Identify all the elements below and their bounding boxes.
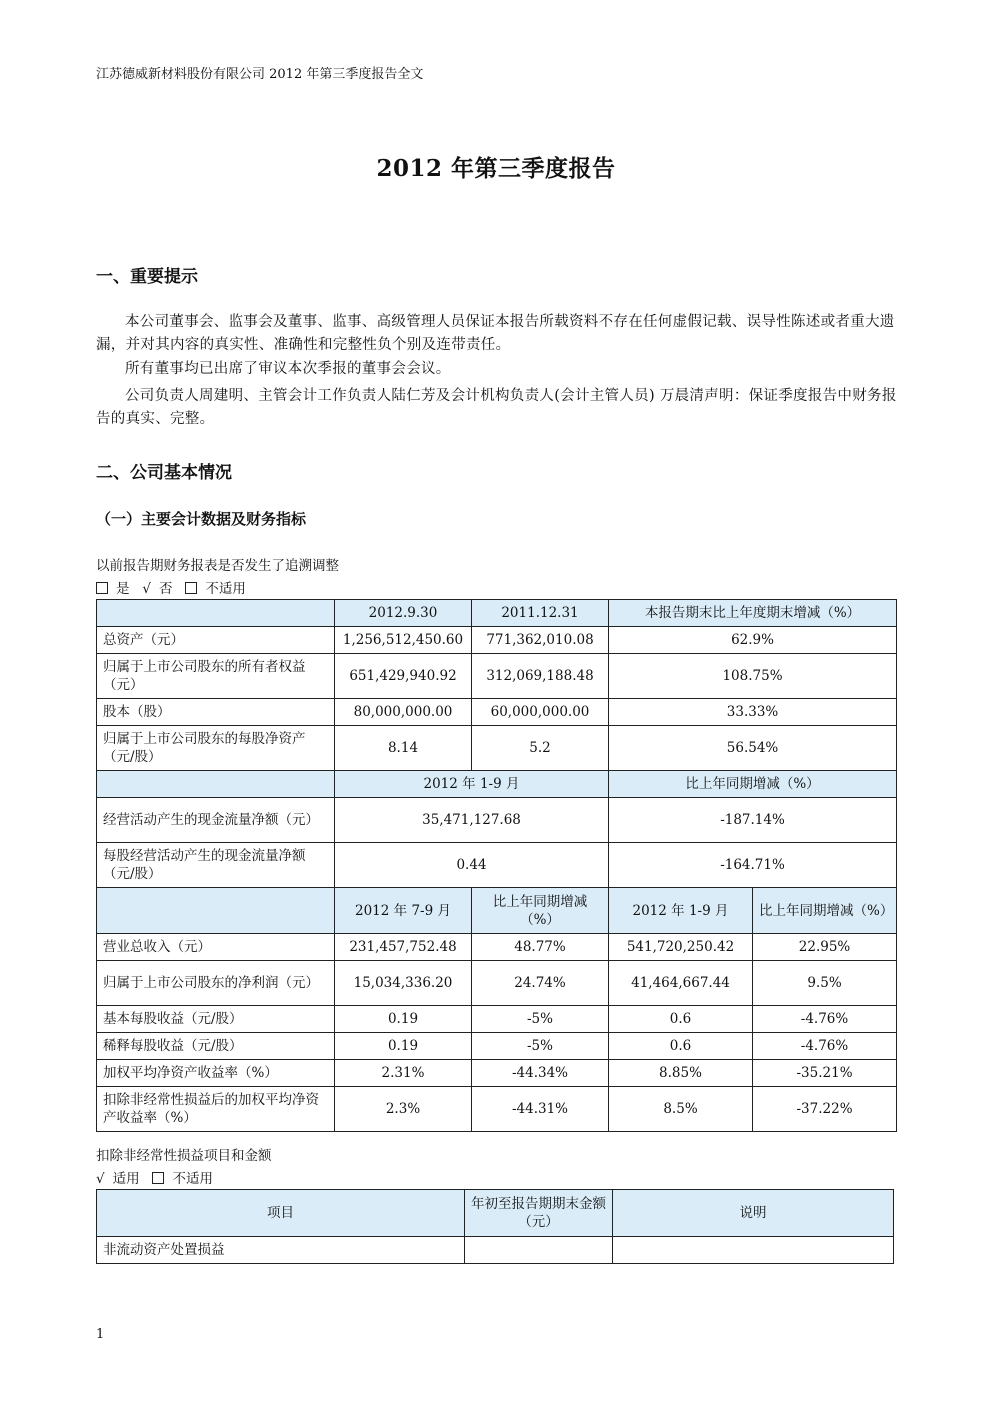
option-yes-label: 是 (116, 581, 130, 597)
table-row (97, 1060, 897, 1087)
table-row (97, 699, 897, 726)
table-cell: 8.5% (609, 1087, 753, 1132)
table-header-cell: 比上年同期增减（%） (472, 888, 609, 934)
table-cell: -164.71% (609, 843, 897, 888)
table-row (97, 1087, 897, 1132)
table-cell: 48.77% (472, 934, 609, 961)
table-row (97, 961, 897, 1006)
table-header-row (97, 771, 897, 798)
table-cell: 108.75% (609, 654, 897, 699)
table-cell: 56.54% (609, 726, 897, 771)
table-header-cell: 项目 (97, 1190, 465, 1237)
document-title: 2012 年第三季度报告 (376, 155, 616, 182)
table-cell: 22.95% (753, 934, 897, 961)
table-row (97, 726, 897, 771)
table-cell: 0.19 (335, 1033, 472, 1060)
checkmark-icon: √ (96, 1171, 105, 1187)
table-cell: 15,034,336.20 (335, 961, 472, 1006)
row-label: 总资产（元） (97, 627, 335, 654)
table-cell: 8.85% (609, 1060, 753, 1087)
checkmark-icon: √ (142, 581, 151, 597)
table-row (97, 1033, 897, 1060)
row-label: 加权平均净资产收益率（%） (97, 1060, 335, 1087)
table-cell: 771,362,010.08 (472, 627, 609, 654)
table-cell: 0.44 (335, 843, 609, 888)
row-label: 稀释每股收益（元/股） (97, 1033, 335, 1060)
row-label: 归属于上市公司股东的所有者权益（元） (97, 654, 335, 699)
table-cell: -4.76% (753, 1033, 897, 1060)
paragraph-guarantee: 本公司董事会、监事会及董事、监事、高级管理人员保证本报告所载资料不存在任何虚假记载、误导性陈述或者重大遗漏，并对其内容的真实性、准确性和完整性负个别及连带责任。 (96, 314, 895, 353)
table-header-cell: 2012.9.30 (335, 600, 472, 627)
restatement-options (96, 577, 246, 597)
row-label: 扣除非经常性损益后的加权平均净资产收益率（%） (97, 1087, 335, 1132)
table-cell: -44.31% (472, 1087, 609, 1132)
table-header-row (97, 1190, 894, 1237)
table-cell: -44.34% (472, 1060, 609, 1087)
subsection-heading-key-data: （一）主要会计数据及财务指标 (96, 510, 307, 528)
paragraph-board-attendance: 所有董事均已出席了审议本次季报的董事会会议。 (125, 361, 451, 377)
table-header-cell: 年初至报告期期末金额（元） (465, 1190, 613, 1237)
table-cell: 0.6 (609, 1033, 753, 1060)
table-header-row (97, 600, 897, 627)
row-label: 归属于上市公司股东的净利润（元） (97, 961, 335, 1006)
table-header-cell: 本报告期末比上年度期末增减（%） (609, 600, 897, 627)
table-header-cell: 2012 年 7-9 月 (335, 888, 472, 934)
table-cell: 80,000,000.00 (335, 699, 472, 726)
table-header-row (97, 888, 897, 934)
table-cell: -5% (472, 1006, 609, 1033)
table-header-cell (97, 771, 335, 798)
checkbox-na (185, 582, 197, 594)
table-header-cell: 2012 年 1-9 月 (335, 771, 609, 798)
table-cell: 62.9% (609, 627, 897, 654)
table-cell: -5% (472, 1033, 609, 1060)
table-cell: -35.21% (753, 1060, 897, 1087)
table-cell: 24.74% (472, 961, 609, 1006)
table-row (97, 1237, 894, 1264)
section-heading-company-info: 二、公司基本情况 (96, 463, 232, 483)
table-row (97, 798, 897, 843)
row-label: 经营活动产生的现金流量净额（元） (97, 798, 335, 843)
checkbox-yes (96, 582, 108, 594)
table-header-cell: 比上年同期增减（%） (609, 771, 897, 798)
table-cell: 2.3% (335, 1087, 472, 1132)
table-cell (613, 1237, 894, 1264)
table-row (97, 843, 897, 888)
option-applicable-label: 适用 (112, 1171, 140, 1187)
option-no-label: 否 (158, 581, 173, 597)
table-cell: 41,464,667.44 (609, 961, 753, 1006)
row-label: 每股经营活动产生的现金流量净额（元/股） (97, 843, 335, 888)
restatement-question: 以前报告期财务报表是否发生了追溯调整 (96, 558, 339, 574)
nonrecurring-items-table (96, 1189, 894, 1264)
table-header-cell: 2012 年 1-9 月 (609, 888, 753, 934)
table-cell: 231,457,752.48 (335, 934, 472, 961)
table-row (97, 1006, 897, 1033)
table-row (97, 654, 897, 699)
row-label: 基本每股收益（元/股） (97, 1006, 335, 1033)
table-cell: -37.22% (753, 1087, 897, 1132)
checkbox-na (152, 1172, 164, 1184)
table-cell (465, 1237, 613, 1264)
table-cell: 0.6 (609, 1006, 753, 1033)
table-cell: 1,256,512,450.60 (335, 627, 472, 654)
table-cell: 2.31% (335, 1060, 472, 1087)
table-cell: 0.19 (335, 1006, 472, 1033)
table-cell: 60,000,000.00 (472, 699, 609, 726)
table-header-cell (97, 600, 335, 627)
key-financial-data-table (96, 599, 897, 1132)
option-na-label: 不适用 (205, 581, 246, 597)
paragraph-responsible-statement: 公司负责人周建明、主管会计工作负责人陆仁芳及会计机构负责人(会计主管人员) 万晨清声明：保证季度报告中财务报告的真实、完整。 (96, 388, 897, 427)
table-cell: -4.76% (753, 1006, 897, 1033)
table-header-cell: 2011.12.31 (472, 600, 609, 627)
row-label: 非流动资产处置损益 (97, 1237, 465, 1264)
table-header-cell: 说明 (613, 1190, 894, 1237)
nonrecurring-options (96, 1167, 213, 1187)
option-na-label: 不适用 (172, 1171, 213, 1187)
table-cell: 5.2 (472, 726, 609, 771)
table-cell: 33.33% (609, 699, 897, 726)
table-cell: 651,429,940.92 (335, 654, 472, 699)
table-row (97, 934, 897, 961)
row-label: 股本（股） (97, 699, 335, 726)
row-label: 归属于上市公司股东的每股净资产（元/股） (97, 726, 335, 771)
table-cell: 541,720,250.42 (609, 934, 753, 961)
nonrecurring-title: 扣除非经常性损益项目和金额 (96, 1148, 272, 1164)
table-cell: 312,069,188.48 (472, 654, 609, 699)
running-header: 江苏德威新材料股份有限公司 2012 年第三季度报告全文 (96, 67, 424, 82)
table-row (97, 627, 897, 654)
table-cell: 35,471,127.68 (335, 798, 609, 843)
section-heading-important-notes: 一、重要提示 (96, 267, 198, 287)
row-label: 营业总收入（元） (97, 934, 335, 961)
table-header-cell (97, 888, 335, 934)
table-cell: 9.5% (753, 961, 897, 1006)
page-number: 1 (96, 1327, 105, 1342)
table-cell: -187.14% (609, 798, 897, 843)
table-header-cell: 比上年同期增减（%） (753, 888, 897, 934)
table-cell: 8.14 (335, 726, 472, 771)
